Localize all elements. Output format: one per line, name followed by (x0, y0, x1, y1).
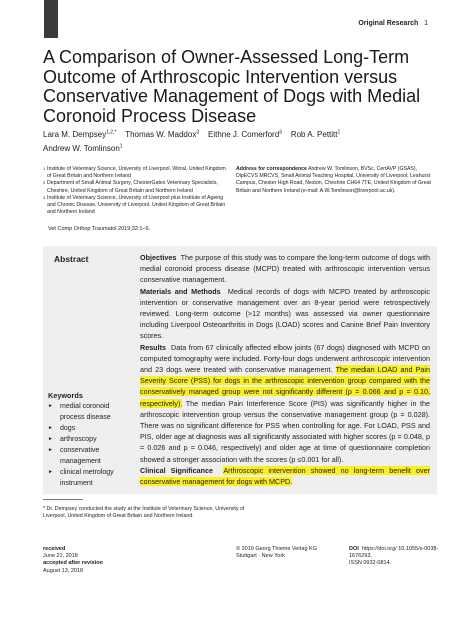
keyword-item: ► arthroscopy (48, 434, 134, 445)
keyword-item: ► clinical metrology instrument (48, 467, 134, 489)
accepted-date: August 13, 2018 (43, 567, 84, 574)
affiliations (43, 166, 229, 216)
affiliation-item: 3 Institute of Veterinary Science, University of Liverpool plus Institute of Ageing and Chronic Disease, University of Liverpool, United Kingdom of Great Britain and Northern Ireland (43, 194, 226, 216)
doi-info (349, 546, 449, 568)
affiliation-item: 2 Department of Small Animal Surgery, ChesterGates Veterinary Specialists, Cheshire, United Kingdom of Great Britain and Northern Ireland (43, 180, 218, 194)
abstract-results: Results Data from 67 clinically affected elbow joints (67 dogs) diagnosed with MCPD on computed tomography were included. Forty-four dogs underwent arthroscopic intervention and 23 dogs were treated with conservative management. The median LOAD and Pain Severity Score (PSS) for dogs in the arthroscopic intervention group compared with the conservatively managed group were not significantly different (p = 0.066 and p = 0.10, respectively). The median Pain Interference Score (PIS) was significantly higher in the arthroscopic intervention group versus the conservative management group (p = 0.028). There was no significant difference for PSS when controlling for age. For LOAD, PSS and PIS, older age at diagnosis was all significantly associated with higher scores (p = 0.048, p = 0.026 and p = 0.046, respectively) and older age at time of questionnaire completion showed a stronger association with the scores (p ≤0.001 for all). (140, 342, 431, 464)
abstract-significance: Clinical Significance Arthroscopic intervention showed no long-term benefit over conservative management for dogs with MCPD. (140, 465, 430, 487)
abstract-objectives: Objectives The purpose of this study was to compare the long-term outcome of dogs with medial coronoid process disease (MCPD) treated with arthroscopic intervention versus conservative management. (140, 253, 430, 285)
author: Thomas W. Maddox$^3$ (125, 129, 200, 139)
highlighted-text: The median LOAD and Pain Severity Score (PSS) for dogs in the arthroscopic intervention group compared with the conservatively managed group were not significantly different (p = 0.066 and p = 0.10, respectively). (140, 365, 431, 408)
highlighted-text: Arthroscopic intervention showed no long-term benefit over conservative management for dogs with MCPD. (140, 465, 430, 487)
article-dates (43, 546, 163, 575)
section-label: Original Research (358, 20, 419, 27)
keyword-item: ► conservative management (48, 445, 134, 467)
affiliation-item: 1 Institute of Veterinary Science, University of Liverpool, Wirral, United Kingdom of Great Britain and Northern Ireland (43, 166, 226, 180)
abstract-body (140, 252, 430, 487)
author: Andrew W. Tomlinson$^1$ (43, 143, 123, 154)
keywords (48, 390, 134, 489)
author: Rob A. Pettitt$^1$ (290, 129, 341, 139)
received-date: June 21, 2018 (43, 553, 78, 560)
issn: ISSN 0932-0814. (349, 560, 392, 567)
abstract-methods: Materials and Methods Medical records of dogs with MCPD treated by arthroscopic intervention or conservative management over an 8-year period were retrospectively reviewed. Long-term outcome (>12 months) was assessed via owner questionnaire including Liverpool Osteoarthritis in Dogs (LOAD) scores and Canine Brief Pain Inventory scores. (140, 286, 430, 341)
copyright: © 2019 Georg Thieme Verlag KG Stuttgart · New York (236, 546, 317, 560)
doi-link[interactable]: https://doi.org/ 10.1055/s-0038-1676293. (349, 546, 439, 560)
abstract-heading: Abstract (54, 254, 89, 264)
correspondence-text: Andrew W. Tomlinson, BVSc, CertAVP (GSAS), DipECVS MRCVS, Small Animal Teaching Hospital, University of Liverpool, Leahurst Campus, Chester High Road, Neston, Cheshire CH64 7TE, United Kingdom of Great Britain and Northern Ireland (e-mail: A.W.Tomlinson@liverpool.ac.uk). (236, 166, 431, 194)
footnote-divider (43, 499, 83, 500)
keyword-item: ► dogs (48, 423, 134, 434)
received-label: received (43, 546, 66, 552)
accepted-label: accepted after revision (43, 560, 103, 567)
author: Lara M. Dempsey$^{1,2,*}$ (43, 129, 117, 139)
correspondence-label: Address for correspondence (236, 166, 307, 172)
citation: Vet Comp Orthop Traumatol 2019;32:1–9. (48, 226, 151, 232)
header-bar (44, 0, 58, 38)
keywords-heading: Keywords (48, 391, 83, 400)
article-title: A Comparison of Owner-Assessed Long-Term Outcome of Arthroscopic Intervention versus Conservative Management of Dogs with Medial Coronoid Process Disease (43, 47, 421, 126)
keyword-item: ► medial coronoid process disease (48, 401, 134, 423)
doi-label: DOI (349, 546, 359, 552)
page-number: 1 (424, 20, 428, 27)
footnote: * Dr. Dempsey conducted the study at the Institute of Veterinary Science, University of Liverpool, United Kingdom of Great Britain and Northern Ireland. (43, 506, 245, 520)
author-list (43, 126, 443, 155)
running-header (358, 20, 428, 27)
correspondence-address (236, 166, 432, 195)
author: Eithne J. Comerford$^3$ (208, 129, 282, 139)
